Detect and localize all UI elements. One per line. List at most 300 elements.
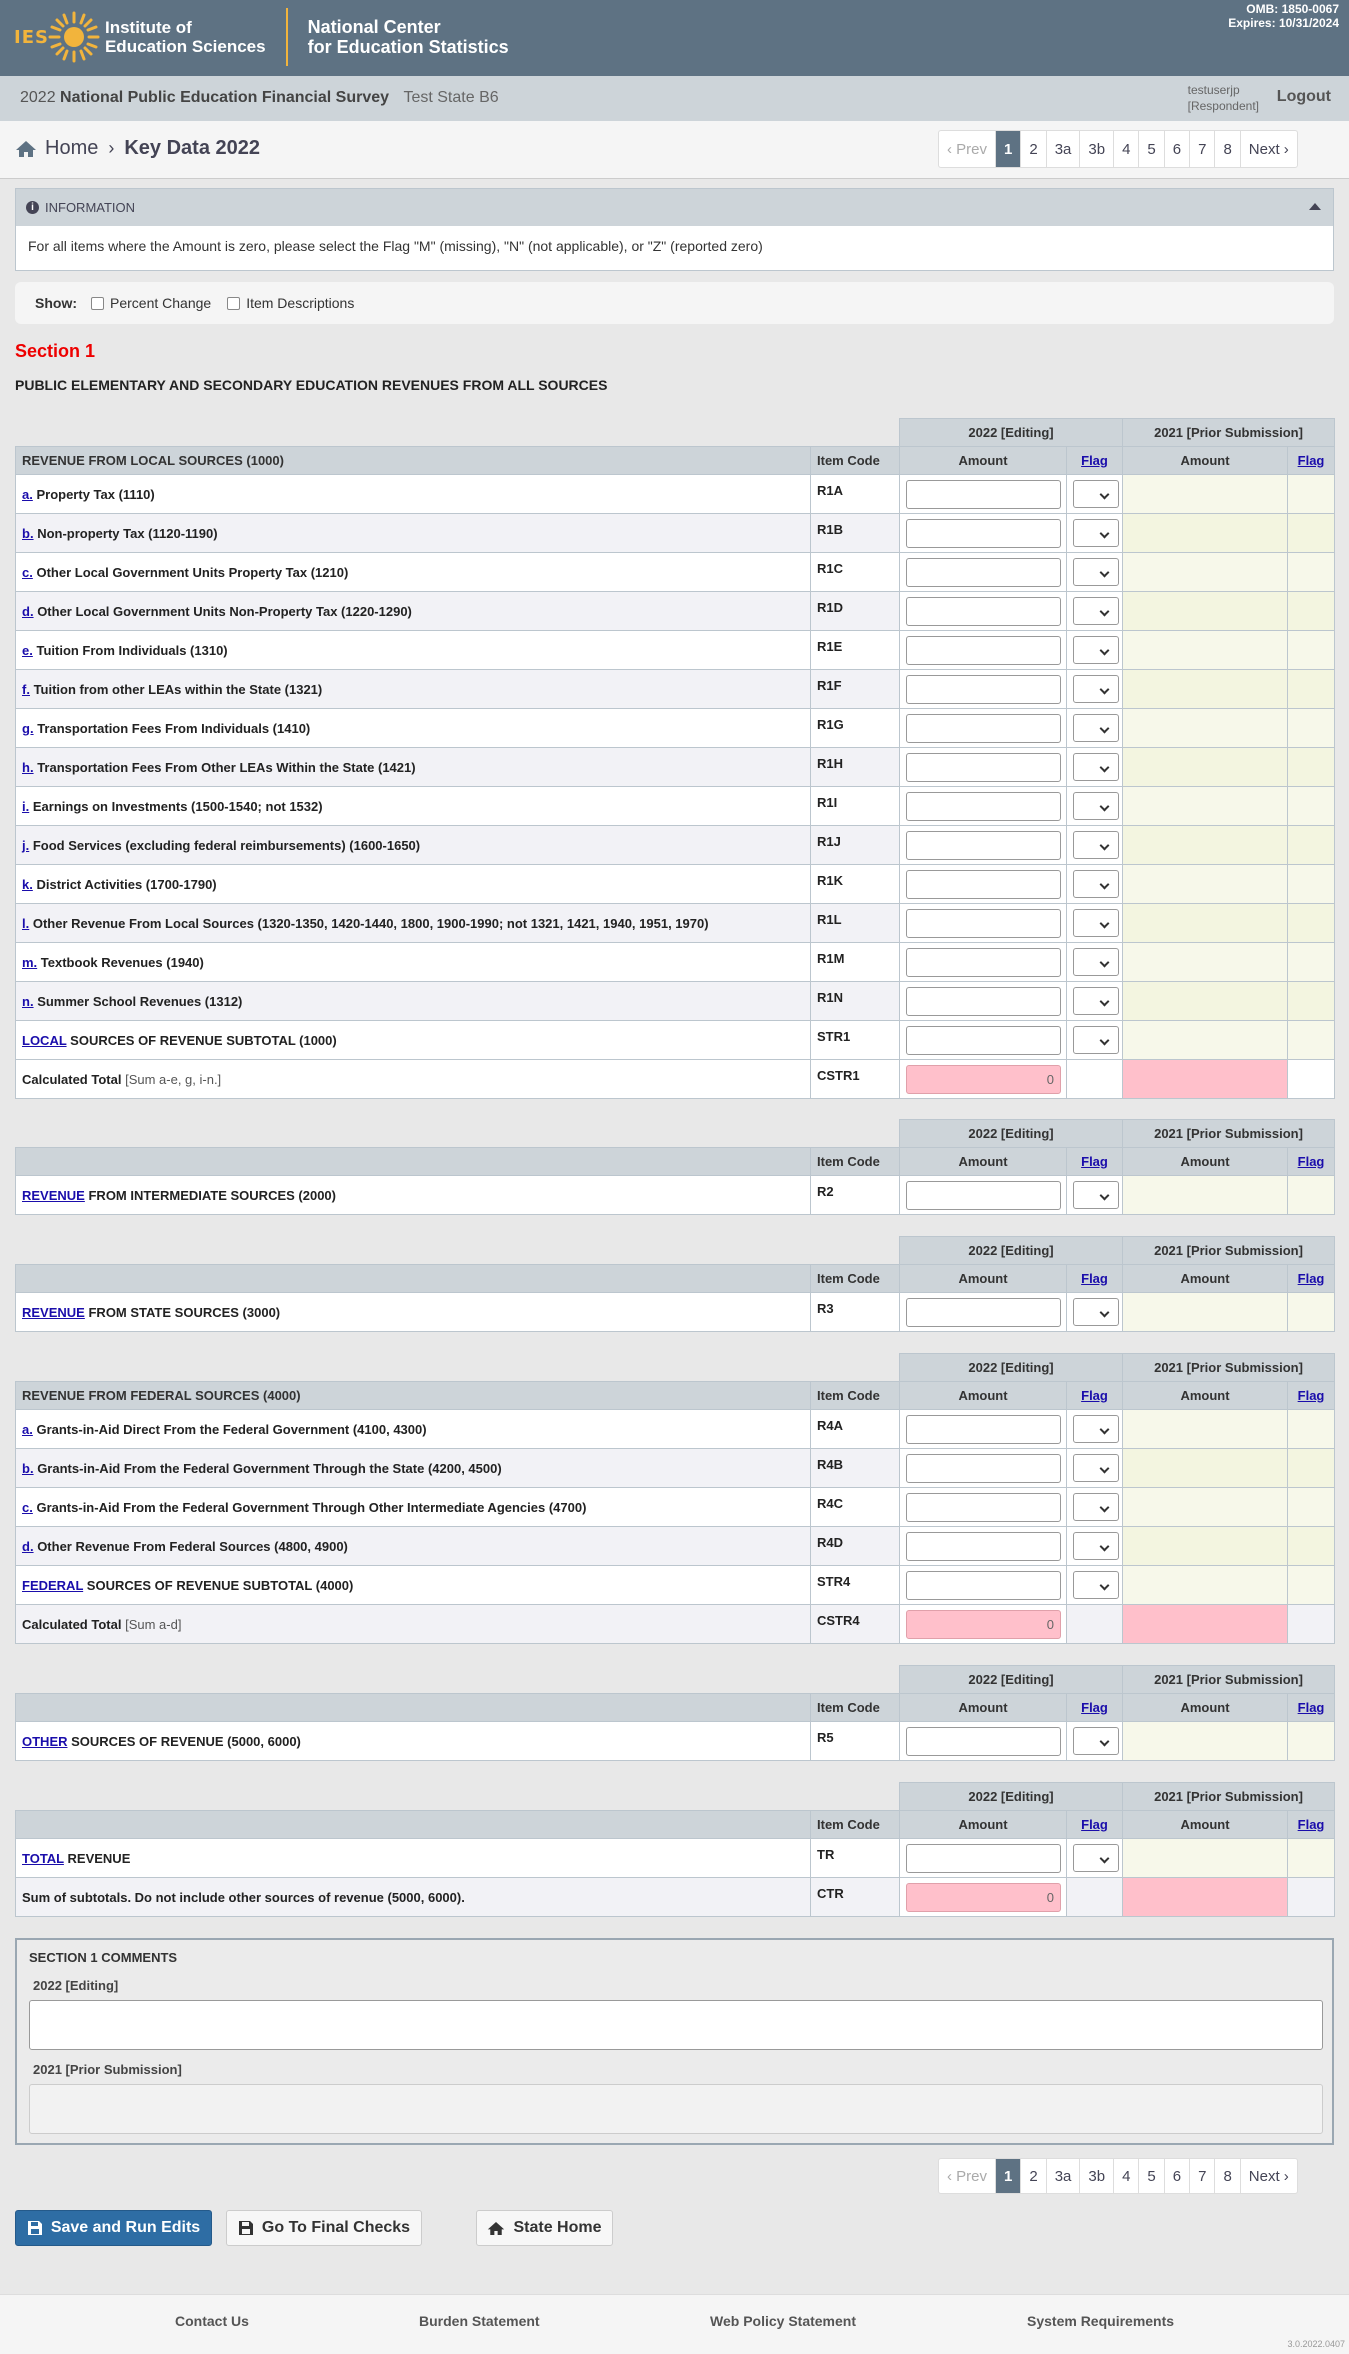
- item-code: R4B: [811, 1449, 900, 1488]
- table-row: [16, 553, 1335, 592]
- percent-change-checkbox[interactable]: [91, 297, 104, 310]
- table-row: [16, 592, 1335, 631]
- item-label: District Activities (1700-1790): [36, 876, 217, 892]
- column-group-prior: 2021 [Prior Submission]: [1123, 1120, 1335, 1148]
- table-row: [16, 826, 1335, 865]
- flag-select[interactable]: [1073, 1727, 1119, 1755]
- item-link[interactable]: TOTAL: [22, 1850, 64, 1866]
- item-code: R1B: [811, 514, 900, 553]
- column-group-editing: 2022 [Editing]: [900, 1354, 1123, 1382]
- prior-amount: [1123, 1449, 1288, 1488]
- table-row: [16, 982, 1335, 1021]
- calculated-total-value: 0: [906, 1610, 1061, 1639]
- percent-change-option[interactable]: Percent Change: [91, 295, 211, 311]
- prior-flag: [1288, 982, 1335, 1021]
- pager-page-1[interactable]: 1: [996, 2159, 1021, 2193]
- save-icon: [238, 2220, 254, 2236]
- flag-select[interactable]: [1073, 480, 1119, 508]
- pager-page-7[interactable]: 7: [1190, 2159, 1215, 2193]
- amount-header: Amount: [900, 1694, 1067, 1722]
- pager-prev[interactable]: ‹ Prev: [939, 2159, 996, 2193]
- prior-flag: [1288, 1293, 1335, 1332]
- item-code-header: Item Code: [811, 1265, 900, 1293]
- prior-amount: [1123, 1527, 1288, 1566]
- intermediate-sources-table: [15, 1119, 1335, 1215]
- prior-amount: [1123, 1566, 1288, 1605]
- version-number: 3.0.2022.0407: [1287, 2339, 1345, 2349]
- pager-page-8[interactable]: 8: [1215, 131, 1240, 167]
- item-code: R4D: [811, 1527, 900, 1566]
- prior-flag: [1288, 1488, 1335, 1527]
- pager-page-3a[interactable]: 3a: [1047, 2159, 1081, 2193]
- item-code: TR: [811, 1839, 900, 1878]
- item-link[interactable]: c.: [22, 1499, 33, 1515]
- amount-header: Amount: [900, 1811, 1067, 1839]
- calculated-total-value: 0: [906, 1883, 1061, 1912]
- amount-input[interactable]: [906, 597, 1061, 626]
- item-link[interactable]: b.: [22, 525, 34, 541]
- table-row: [16, 670, 1335, 709]
- calc-note: [Sum a-d]: [125, 1616, 182, 1632]
- item-code: R1M: [811, 943, 900, 982]
- burden-statement-link[interactable]: Burden Statement: [419, 2313, 540, 2329]
- pager-page-4[interactable]: 4: [1114, 2159, 1139, 2193]
- amount-input[interactable]: [906, 1532, 1061, 1561]
- local-sources-table: [15, 418, 1335, 1099]
- amount-input[interactable]: [906, 1454, 1061, 1483]
- pager-page-2[interactable]: 2: [1021, 2159, 1046, 2193]
- table-row: [16, 865, 1335, 904]
- chevron-right-icon: ›: [108, 138, 115, 158]
- flag-header-link[interactable]: Flag: [1081, 1388, 1108, 1403]
- amount-input[interactable]: [906, 948, 1061, 977]
- flag-header-link[interactable]: Flag: [1081, 1154, 1108, 1169]
- item-label: Tuition from other LEAs within the State (1321): [33, 681, 323, 697]
- prior-amount-header: Amount: [1123, 447, 1288, 475]
- item-code-header: Item Code: [811, 1148, 900, 1176]
- item-link[interactable]: a.: [22, 486, 33, 502]
- prior-amount: [1123, 748, 1288, 787]
- calc-label: Sum of subtotals. Do not include other sources of revenue (5000, 6000).: [22, 1889, 465, 1905]
- item-code: R1N: [811, 982, 900, 1021]
- table-row: [16, 1839, 1335, 1878]
- logo-divider: [286, 8, 288, 66]
- item-label: Tuition From Individuals (1310): [36, 642, 228, 658]
- state-name: Test State B6: [403, 89, 499, 106]
- home-icon[interactable]: [15, 140, 37, 158]
- pager-page-5[interactable]: 5: [1139, 131, 1164, 167]
- prior-amount: [1123, 514, 1288, 553]
- section-subtitle: PUBLIC ELEMENTARY AND SECONDARY EDUCATION REVENUES FROM ALL SOURCES: [15, 377, 608, 393]
- item-label: Other Local Government Units Non-Property Tax (1220-1290): [37, 603, 412, 619]
- item-code: R1E: [811, 631, 900, 670]
- prior-amount: [1123, 553, 1288, 592]
- prior-flag-header-link[interactable]: Flag: [1297, 1154, 1325, 1169]
- amount-input[interactable]: [906, 870, 1061, 899]
- state-home-button[interactable]: State Home: [476, 2210, 613, 2246]
- prior-flag: [1288, 865, 1335, 904]
- item-link[interactable]: j.: [22, 837, 30, 853]
- go-to-final-checks-button[interactable]: Go To Final Checks: [226, 2210, 422, 2246]
- item-link[interactable]: REVENUE: [22, 1187, 85, 1203]
- section-heading: REVENUE FROM LOCAL SOURCES (1000): [16, 447, 811, 475]
- amount-input[interactable]: [906, 753, 1061, 782]
- column-group-prior: 2021 [Prior Submission]: [1123, 1354, 1335, 1382]
- flag-select[interactable]: [1073, 1415, 1119, 1443]
- breadcrumb: [15, 137, 260, 160]
- table-row: [16, 514, 1335, 553]
- ies-abbr: IES: [14, 26, 49, 48]
- prior-calculated-total: [1123, 1605, 1288, 1644]
- item-link[interactable]: i.: [22, 798, 30, 814]
- top-banner: [0, 0, 1349, 76]
- amount-header: Amount: [900, 1265, 1067, 1293]
- collapse-icon[interactable]: [1309, 203, 1321, 210]
- prior-amount: [1123, 1410, 1288, 1449]
- page-title: Key Data 2022: [124, 137, 261, 159]
- item-link[interactable]: OTHER: [22, 1733, 68, 1749]
- amount-input[interactable]: [906, 1727, 1061, 1756]
- prior-flag: [1288, 553, 1335, 592]
- column-group-editing: 2022 [Editing]: [900, 1666, 1123, 1694]
- prior-calculated-total: [1123, 1878, 1288, 1917]
- prior-amount: [1123, 631, 1288, 670]
- amount-input[interactable]: [906, 480, 1061, 509]
- amount-input[interactable]: [906, 1493, 1061, 1522]
- item-link[interactable]: a.: [22, 1421, 33, 1437]
- amount-input[interactable]: [906, 1298, 1061, 1327]
- pager-page-6[interactable]: 6: [1165, 2159, 1190, 2193]
- prior-flag: [1288, 670, 1335, 709]
- flag-select[interactable]: [1073, 1844, 1119, 1872]
- item-link[interactable]: b.: [22, 1460, 34, 1476]
- item-code: R1D: [811, 592, 900, 631]
- item-code: CTR: [811, 1878, 900, 1917]
- flag-select[interactable]: [1073, 558, 1119, 586]
- prior-amount: [1123, 1176, 1288, 1215]
- flag-header-link[interactable]: Flag: [1081, 1817, 1108, 1832]
- item-link[interactable]: h.: [22, 759, 34, 775]
- flag-select[interactable]: [1073, 714, 1119, 742]
- prior-amount: [1123, 1839, 1288, 1878]
- column-group-editing: 2022 [Editing]: [900, 1237, 1123, 1265]
- federal-sources-table: [15, 1353, 1335, 1644]
- breadcrumb-bar: [0, 121, 1349, 179]
- amount-input[interactable]: [906, 1571, 1061, 1600]
- pager-page-7[interactable]: 7: [1190, 131, 1215, 167]
- prior-amount: [1123, 982, 1288, 1021]
- table-row: [16, 1488, 1335, 1527]
- calculated-total-value: 0: [906, 1065, 1061, 1094]
- information-header[interactable]: i INFORMATION: [16, 189, 1333, 226]
- item-label: Grants-in-Aid From the Federal Government Through Other Intermediate Agencies (4700): [36, 1499, 587, 1515]
- flag-select[interactable]: [1073, 636, 1119, 664]
- prior-flag-header-link[interactable]: Flag: [1297, 1271, 1325, 1286]
- table-row: [16, 1527, 1335, 1566]
- amount-input[interactable]: [906, 1181, 1061, 1210]
- pager-next[interactable]: Next ›: [1248, 2167, 1289, 2185]
- amount-input[interactable]: [906, 1844, 1061, 1873]
- item-label: Non-property Tax (1120-1190): [37, 525, 218, 541]
- comments-editing-textarea[interactable]: [29, 2000, 1323, 2050]
- calculated-total-row: [16, 1060, 1335, 1099]
- flag-select[interactable]: [1073, 597, 1119, 625]
- prior-amount-header: Amount: [1123, 1148, 1288, 1176]
- flag-select[interactable]: [1073, 870, 1119, 898]
- amount-header: Amount: [900, 447, 1067, 475]
- prior-amount: [1123, 475, 1288, 514]
- prior-flag-header-link[interactable]: Flag: [1297, 453, 1325, 468]
- amount-input[interactable]: [906, 987, 1061, 1016]
- section-heading: [16, 1265, 811, 1293]
- prior-amount: [1123, 1488, 1288, 1527]
- table-row: [16, 943, 1335, 982]
- prior-flag: [1288, 631, 1335, 670]
- system-requirements-link[interactable]: System Requirements: [1027, 2313, 1175, 2329]
- prior-flag: [1288, 475, 1335, 514]
- prior-amount-header: Amount: [1123, 1265, 1288, 1293]
- prior-flag-header-link[interactable]: Flag: [1297, 1817, 1325, 1832]
- item-code: R4C: [811, 1488, 900, 1527]
- item-code: STR4: [811, 1566, 900, 1605]
- table-row: [16, 1176, 1335, 1215]
- item-code: R5: [811, 1722, 900, 1761]
- amount-input[interactable]: [906, 1026, 1061, 1055]
- column-group-editing: 2022 [Editing]: [900, 1120, 1123, 1148]
- state-sources-table: [15, 1236, 1335, 1332]
- table-row: [16, 1021, 1335, 1060]
- item-link[interactable]: k.: [22, 876, 33, 892]
- column-group-editing: 2022 [Editing]: [900, 1783, 1123, 1811]
- prior-flag: [1288, 514, 1335, 553]
- pager-page-4[interactable]: 4: [1114, 131, 1139, 167]
- prior-flag: [1288, 1527, 1335, 1566]
- item-code: R3: [811, 1293, 900, 1332]
- item-label: SOURCES OF REVENUE SUBTOTAL (1000): [70, 1032, 337, 1048]
- item-label: Earnings on Investments (1500-1540; not 1532): [32, 798, 323, 814]
- amount-input[interactable]: [906, 519, 1061, 548]
- comments-prior-label: 2021 [Prior Submission]: [33, 2062, 182, 2077]
- column-group-prior: 2021 [Prior Submission]: [1123, 419, 1335, 447]
- information-text: For all items where the Amount is zero, please select the Flag "M" (missing), "N" (not applicable), or "Z" (reported zero): [28, 238, 763, 254]
- item-code-header: Item Code: [811, 1382, 900, 1410]
- flag-header-link[interactable]: Flag: [1081, 453, 1108, 468]
- flag-select[interactable]: [1073, 675, 1119, 703]
- prior-flag-header-link[interactable]: Flag: [1297, 1700, 1325, 1715]
- nces-name[interactable]: National Center for Education Statistics: [307, 17, 509, 57]
- item-code: R1J: [811, 826, 900, 865]
- user-info: testuserjp [Respondent]: [1187, 83, 1259, 113]
- pager-page-3a[interactable]: 3a: [1047, 131, 1081, 167]
- amount-input[interactable]: [906, 831, 1061, 860]
- item-link[interactable]: c.: [22, 564, 33, 580]
- pager-page-3b[interactable]: 3b: [1080, 131, 1114, 167]
- item-link[interactable]: g.: [22, 720, 34, 736]
- item-label: Transportation Fees From Other LEAs Within the State (1421): [37, 759, 416, 775]
- item-link[interactable]: f.: [22, 681, 30, 697]
- flag-select[interactable]: [1073, 792, 1119, 820]
- table-row: [16, 709, 1335, 748]
- pager-page-3b[interactable]: 3b: [1080, 2159, 1114, 2193]
- contact-us-link[interactable]: Contact Us: [175, 2313, 249, 2329]
- flag-select[interactable]: [1073, 1493, 1119, 1521]
- prior-amount-header: Amount: [1123, 1811, 1288, 1839]
- ies-logo[interactable]: [14, 8, 509, 66]
- table-row: [16, 631, 1335, 670]
- item-link[interactable]: FEDERAL: [22, 1577, 84, 1593]
- item-code: R2: [811, 1176, 900, 1215]
- item-link[interactable]: n.: [22, 993, 34, 1009]
- pagination-top: [938, 130, 1298, 168]
- pager-page-6[interactable]: 6: [1165, 131, 1190, 167]
- flag-select[interactable]: [1073, 1571, 1119, 1599]
- flag-select[interactable]: [1073, 1532, 1119, 1560]
- pager-page-1[interactable]: 1: [996, 131, 1021, 167]
- flag-header-link[interactable]: Flag: [1081, 1700, 1108, 1715]
- prior-flag: [1288, 1449, 1335, 1488]
- prior-amount: [1123, 709, 1288, 748]
- flag-select[interactable]: [1073, 753, 1119, 781]
- prior-flag: [1288, 1410, 1335, 1449]
- item-link[interactable]: m.: [22, 954, 38, 970]
- prior-flag-header-link[interactable]: Flag: [1297, 1388, 1325, 1403]
- column-group-editing: 2022 [Editing]: [900, 419, 1123, 447]
- breadcrumb-home[interactable]: Home: [45, 137, 99, 159]
- pager-prev[interactable]: ‹ Prev: [939, 131, 996, 167]
- item-link[interactable]: l.: [22, 915, 30, 931]
- prior-flag: [1288, 1839, 1335, 1878]
- flag-select[interactable]: [1073, 1454, 1119, 1482]
- amount-header: Amount: [900, 1382, 1067, 1410]
- item-code: R1G: [811, 709, 900, 748]
- amount-input[interactable]: [906, 714, 1061, 743]
- item-label: Grants-in-Aid Direct From the Federal Government (4100, 4300): [36, 1421, 427, 1437]
- amount-input[interactable]: [906, 909, 1061, 938]
- prior-amount: [1123, 826, 1288, 865]
- item-label: REVENUE: [67, 1850, 131, 1866]
- item-link[interactable]: d.: [22, 1538, 34, 1554]
- prior-amount: [1123, 1021, 1288, 1060]
- item-code: CSTR1: [811, 1060, 900, 1099]
- item-code: R1I: [811, 787, 900, 826]
- column-group-prior: 2021 [Prior Submission]: [1123, 1666, 1335, 1694]
- section-heading: REVENUE FROM FEDERAL SOURCES (4000): [16, 1382, 811, 1410]
- item-link[interactable]: e.: [22, 642, 33, 658]
- flag-select[interactable]: [1073, 987, 1119, 1015]
- amount-input[interactable]: [906, 558, 1061, 587]
- survey-title: 2022 National Public Education Financial Survey Test State B6: [20, 89, 499, 106]
- item-link[interactable]: REVENUE: [22, 1304, 85, 1320]
- home-icon: [487, 2221, 505, 2236]
- item-link[interactable]: LOCAL: [22, 1032, 67, 1048]
- flag-select[interactable]: [1073, 1026, 1119, 1054]
- prior-flag: [1288, 826, 1335, 865]
- amount-input[interactable]: [906, 1415, 1061, 1444]
- item-label: Grants-in-Aid From the Federal Government Through the State (4200, 4500): [37, 1460, 502, 1476]
- flag-select[interactable]: [1073, 948, 1119, 976]
- flag-select[interactable]: [1073, 831, 1119, 859]
- prior-flag: [1288, 1722, 1335, 1761]
- item-code-header: Item Code: [811, 1811, 900, 1839]
- flag-select[interactable]: [1073, 1298, 1119, 1326]
- section-comments: [15, 1938, 1334, 2145]
- prior-amount: [1123, 1293, 1288, 1332]
- pager-page-8[interactable]: 8: [1215, 2159, 1240, 2193]
- calc-note: [Sum a-e, g, i-n.]: [125, 1071, 222, 1087]
- info-icon: i: [26, 201, 39, 214]
- calculated-total-row: [16, 1878, 1335, 1917]
- flag-select[interactable]: [1073, 1181, 1119, 1209]
- comments-prior-textarea: [29, 2084, 1323, 2134]
- flag-select[interactable]: [1073, 909, 1119, 937]
- item-label: Transportation Fees From Individuals (1410): [37, 720, 311, 736]
- prior-flag: [1288, 904, 1335, 943]
- show-options: Show: Percent Change Item Descriptions: [15, 282, 1334, 324]
- item-code: R4A: [811, 1410, 900, 1449]
- item-code: STR1: [811, 1021, 900, 1060]
- section-heading: [16, 1148, 811, 1176]
- pager-page-5[interactable]: 5: [1139, 2159, 1164, 2193]
- pager-next[interactable]: Next ›: [1248, 140, 1289, 158]
- sun-icon: [47, 10, 101, 64]
- prior-amount: [1123, 943, 1288, 982]
- pagination-bottom: [938, 2158, 1298, 2194]
- section-title: Section 1: [15, 341, 96, 361]
- prior-flag: [1288, 1566, 1335, 1605]
- item-link[interactable]: d.: [22, 603, 34, 619]
- item-label: SOURCES OF REVENUE SUBTOTAL (4000): [86, 1577, 354, 1593]
- comments-title: SECTION 1 COMMENTS: [29, 1950, 178, 1965]
- item-label: Property Tax (1110): [36, 486, 155, 502]
- item-label: Other Revenue From Federal Sources (4800, 4900): [37, 1538, 348, 1554]
- item-label: Food Services (excluding federal reimbursements) (1600-1650): [32, 837, 421, 853]
- amount-input[interactable]: [906, 792, 1061, 821]
- prior-flag: [1288, 709, 1335, 748]
- prior-flag: [1288, 748, 1335, 787]
- table-row: [16, 904, 1335, 943]
- table-row: [16, 1293, 1335, 1332]
- item-code: R1H: [811, 748, 900, 787]
- save-and-run-edits-button[interactable]: Save and Run Edits: [15, 2210, 212, 2246]
- prior-flag: [1288, 787, 1335, 826]
- column-group-prior: 2021 [Prior Submission]: [1123, 1783, 1335, 1811]
- ies-name: Institute of Education Sciences: [104, 18, 266, 56]
- prior-flag: [1288, 592, 1335, 631]
- flag-header-link[interactable]: Flag: [1081, 1271, 1108, 1286]
- item-code-header: Item Code: [811, 447, 900, 475]
- pager-page-2[interactable]: 2: [1021, 131, 1046, 167]
- prior-flag: [1288, 1176, 1335, 1215]
- web-policy-link[interactable]: Web Policy Statement: [710, 2313, 857, 2329]
- item-descriptions-checkbox[interactable]: [227, 297, 240, 310]
- section-heading: [16, 1694, 811, 1722]
- omb-info: OMB: 1850-0067 Expires: 10/31/2024: [1228, 2, 1339, 30]
- prior-amount: [1123, 787, 1288, 826]
- column-group-prior: 2021 [Prior Submission]: [1123, 1237, 1335, 1265]
- item-code-header: Item Code: [811, 1694, 900, 1722]
- prior-flag: [1288, 943, 1335, 982]
- amount-input[interactable]: [906, 636, 1061, 665]
- table-row: [16, 1566, 1335, 1605]
- flag-select[interactable]: [1073, 519, 1119, 547]
- table-row: [16, 1410, 1335, 1449]
- item-descriptions-option[interactable]: Item Descriptions: [227, 295, 354, 311]
- comments-editing-label: 2022 [Editing]: [33, 1978, 119, 1993]
- prior-calculated-total: [1123, 1060, 1288, 1099]
- amount-input[interactable]: [906, 675, 1061, 704]
- prior-flag: [1288, 1021, 1335, 1060]
- logout-link[interactable]: Logout: [1276, 88, 1331, 105]
